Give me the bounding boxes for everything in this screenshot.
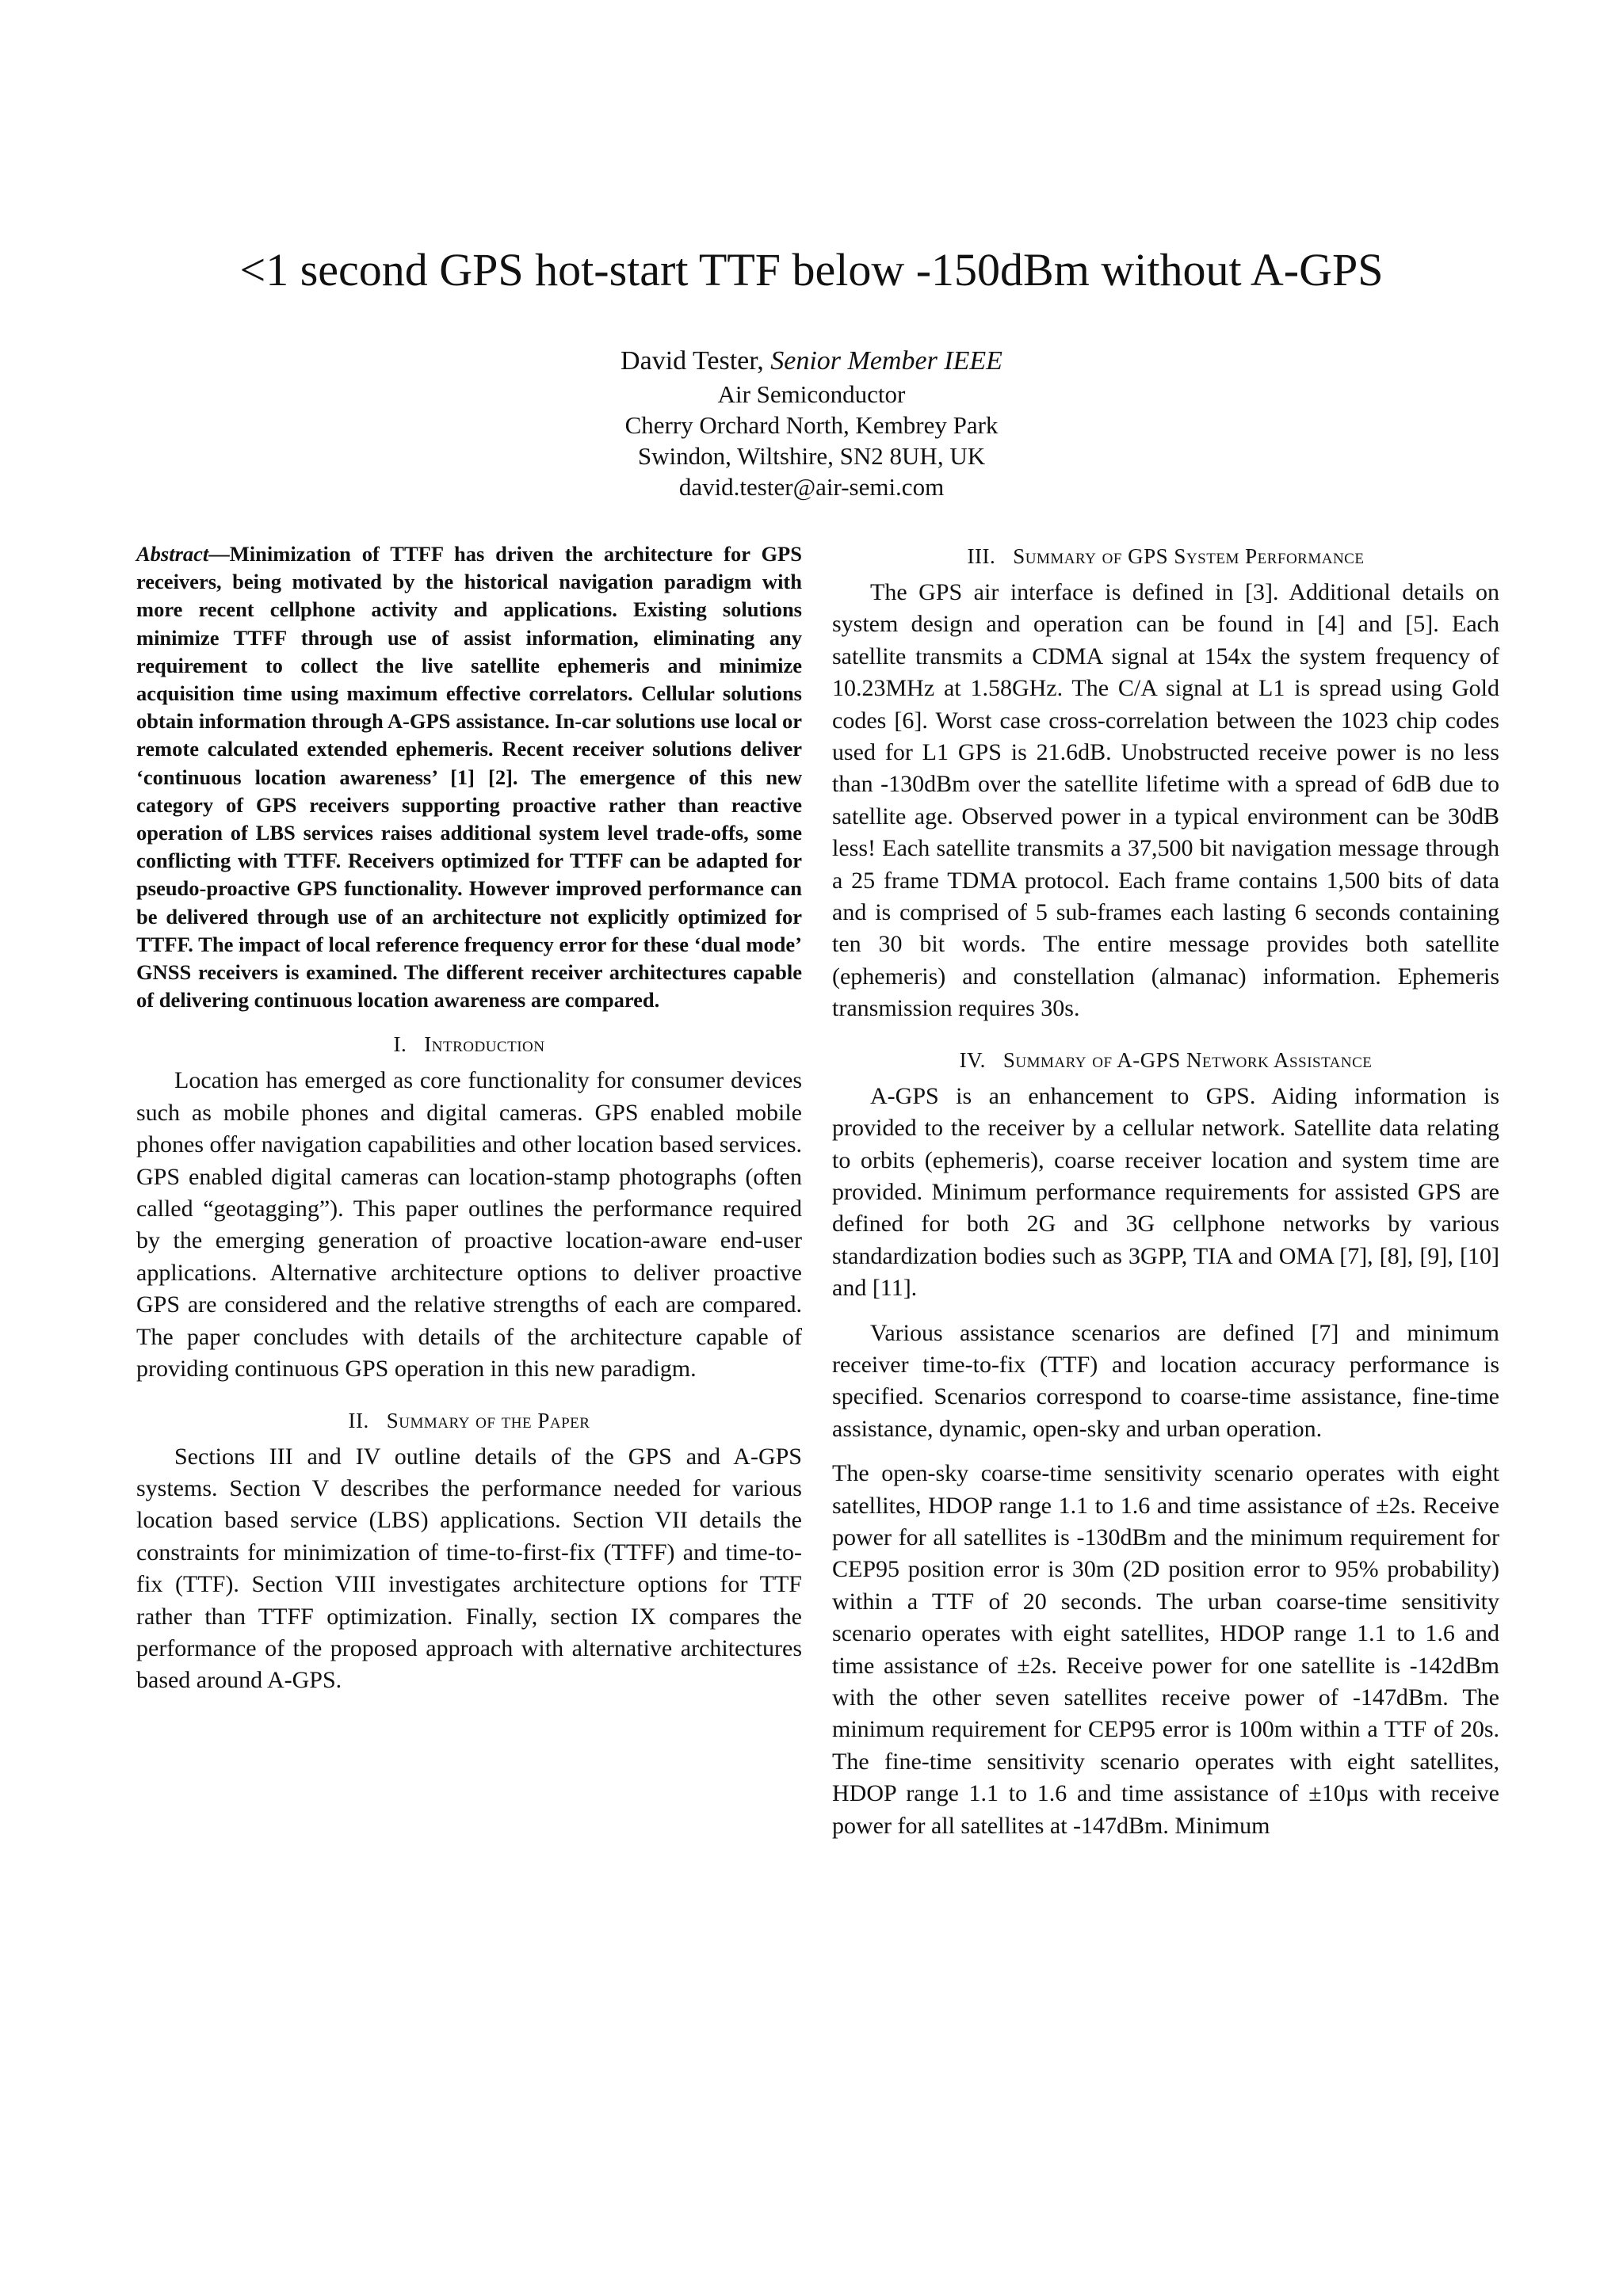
section-heading-agps-assistance — [832, 1044, 1499, 1076]
left-column — [136, 540, 802, 1697]
abstract-lead: Abstract — [136, 542, 209, 566]
section-heading-introduction — [136, 1028, 802, 1060]
author-address-line1: Cherry Orchard North, Kembrey Park — [624, 411, 999, 439]
author-name: David Tester, — [621, 346, 764, 376]
section-heading-gps-performance — [832, 540, 1499, 572]
agps-paragraph-3: The open-sky coarse-time sensitivity scenario operates with eight satellites, HDOP range 1.1 to 1.6 and time assistance of ±2s. Receive power for all satellites is -130dBm and the minimum requirement for CEP95 position error is 30m (2D position error to 95% probability) within a TTF of 20 seconds. The urban coarse-time sensitivity scenario operates with eight satellites, HDOP range 1.1 to 1.6 and time assistance of ±2s. Receive power for one satellite is -142dBm with the other seven satellites receive power of -147dBm. The minimum requirement for CEP95 error is 100m within a TTF of 20s. The fine-time sensitivity scenario operates with eight satellites, HDOP range 1.1 to 1.6 and time assistance of ±10µs with receive power for all satellites at -147dBm. Minimum — [832, 1460, 1499, 1839]
author-address-line2: Swindon, Wiltshire, SN2 8UH, UK — [637, 442, 986, 470]
author-role: Senior Member IEEE — [770, 346, 1002, 376]
section-title: Summary of A-GPS Network Assistance — [1002, 1047, 1373, 1072]
author-block — [0, 344, 1623, 502]
section-title: Introduction — [424, 1032, 545, 1057]
summary-paper-paragraph: Sections III and IV outline details of the GPS and A-GPS systems. Section V describes the performance needed for various location based service (LBS) applications. Section VII details the constraints for minimization of time-to-first-fix (TTFF) and time-to-fix (TTF). Section VIII investigates architecture options for TTF rather than TTFF optimization. Finally, section IX compares the performance of the proposed approach with alternative architectures based around A-GPS. — [136, 1443, 802, 1694]
abstract-text: —Minimization of TTFF has driven the architecture for GPS receivers, being motivated by the historical navigation paradigm with more recent cellphone activity and applications. Existing solutions minimize TTFF through use of assist information, eliminating any requirement to collect the live satellite ephemeris and minimize acquisition time using maximum effective correlators. Cellular solutions obtain information through A-GPS assistance. In-car solutions use local or remote calculated extended ephemeris. Recent receiver solutions deliver ‘continuous location awareness’ [1] [2]. The emergence of this new category of GPS receivers supporting proactive rather than reactive operation of LBS services raises additional system level trade-offs, some conflicting with TTFF. Receivers optimized for TTFF can be adapted for pseudo-proactive GPS functionality. However improved performance can be delivered through use of an architecture not explicitly optimized for TTFF. The impact of local reference frequency error for these ‘dual mode’ GNSS receivers is examined. The different receiver architectures capable of delivering continuous location awareness are compared. — [136, 542, 802, 1013]
paper-title: <1 second GPS hot-start TTF below -150dBm without A-GPS — [239, 244, 1384, 296]
author-affiliation: Air Semiconductor — [717, 380, 906, 408]
agps-paragraph-1: A-GPS is an enhancement to GPS. Aiding information is provided to the receiver by a cellular network. Satellite data relating to orbits (ephemeris), coarse receiver location and system time are provided. Minimum performance requirements for assisted GPS are defined for both 2G and 3G cellphone networks by various standardization bodies such as 3GPP, TIA and OMA [7], [8], [9], [10] and [11]. — [832, 1082, 1499, 1302]
agps-paragraph-2: Various assistance scenarios are defined [7] and minimum receiver time-to-fix (TTF) and location accuracy performance is specified. Scenarios correspond to coarse-time assistance, fine-time assistance, dynamic, open-sky and urban operation. — [832, 1319, 1499, 1442]
section-heading-summary-paper — [136, 1405, 802, 1436]
section-number: III. — [967, 544, 996, 568]
section-title: Summary of the Paper — [386, 1408, 590, 1432]
author-line — [0, 344, 1623, 379]
right-column — [832, 540, 1499, 1842]
section-number: I. — [393, 1032, 407, 1057]
gps-performance-paragraph: The GPS air interface is defined in [3]. Additional details on system design and operation can be found in [4] and [5]. Each satellite transmits a CDMA signal at 154x the system frequency of 10.23MHz at 1.58GHz. The C/A signal at L1 is spread using Gold codes [6]. Worst case cross-correlation between the 1023 chip codes used for L1 GPS is 21.6dB. Unobstructed receive power is no less than -130dBm over the satellite lifetime with a spread of 6dB due to satellite age. Observed power in a typical environment can be 30dB less! Each satellite transmits a 37,500 bit navigation message through a 25 frame TDMA protocol. Each frame contains 1,500 bits of data and is comprised of 5 sub-frames each lasting 6 seconds containing ten 30 bit words. The entire message provides both satellite (ephemeris) and constellation (almanac) information. Ephemeris transmission requires 30s. — [832, 579, 1499, 1022]
intro-paragraph: Location has emerged as core functionality for consumer devices such as mobile phones and digital cameras. GPS enabled mobile phones offer navigation capabilities and other location based services. GPS enabled digital cameras can location-stamp photographs (often called “geotagging”). This paper outlines the performance required by the emerging generation of proactive location-aware end-user applications. Alternative architecture options to deliver proactive GPS are considered and the relative strengths of each are compared. The paper concludes with details of the architecture capable of providing continuous GPS operation in this new paradigm. — [136, 1067, 802, 1383]
author-email: david.tester@air-semi.com — [678, 473, 945, 501]
section-number: II. — [348, 1408, 369, 1432]
section-number: IV. — [959, 1047, 986, 1072]
abstract — [136, 540, 802, 1014]
section-title: Summary of GPS System Performance — [1013, 544, 1365, 568]
